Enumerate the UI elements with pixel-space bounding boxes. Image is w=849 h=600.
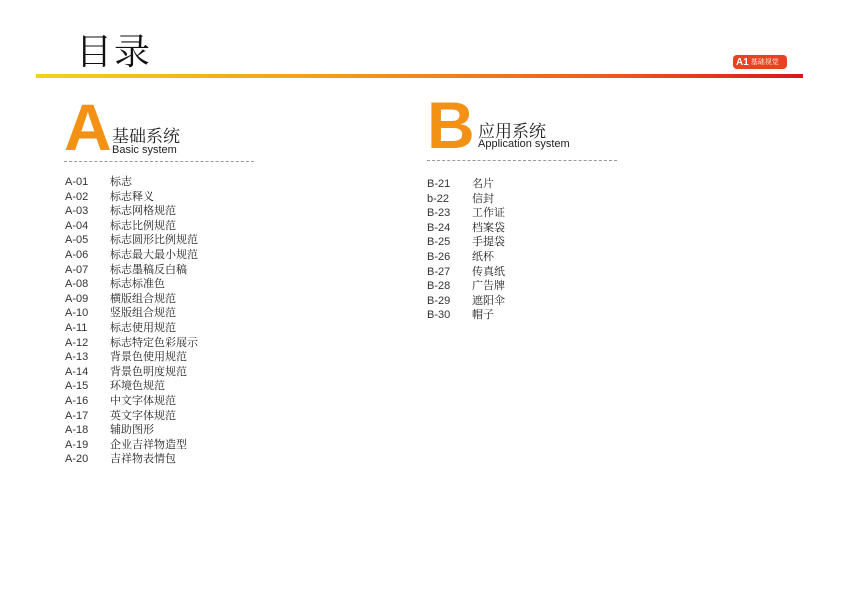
section-a-letter: A [64, 90, 112, 164]
toc-item[interactable] [65, 379, 198, 394]
toc-item[interactable] [65, 219, 198, 234]
toc-name: 名片 [472, 177, 494, 190]
toc-code: B-23 [427, 207, 451, 220]
toc-name: 遮阳伞 [472, 293, 505, 307]
toc-item[interactable] [65, 423, 198, 438]
badge-label: 基础视觉 [750, 58, 779, 66]
toc-name: 竖版组合规范 [110, 306, 176, 320]
toc-code: A-02 [65, 190, 89, 203]
toc-item[interactable] [65, 438, 198, 453]
toc-item[interactable] [427, 192, 505, 207]
toc-item[interactable] [427, 250, 505, 265]
toc-code: b-22 [427, 192, 450, 205]
section-b-toc-list [427, 177, 505, 323]
section-a-title-en: Basic system [112, 144, 177, 156]
toc-code: A-19 [65, 438, 89, 451]
toc-name: 背景色明度规范 [110, 364, 187, 378]
toc-code: A-14 [65, 365, 89, 378]
toc-name: 广告牌 [472, 279, 505, 293]
toc-item[interactable] [65, 306, 198, 321]
toc-name: 标志标准色 [110, 277, 165, 291]
toc-item[interactable] [427, 279, 505, 294]
toc-name: 横版组合规范 [110, 291, 176, 305]
toc-code: A-13 [65, 351, 89, 364]
toc-name: 手提袋 [472, 235, 505, 249]
toc-code: A-11 [65, 321, 88, 334]
toc-name: 信封 [472, 191, 494, 205]
toc-name: 中文字体规范 [110, 393, 176, 407]
toc-item[interactable] [427, 221, 505, 236]
badge-code: A1 [736, 56, 749, 68]
toc-item[interactable] [65, 321, 198, 336]
toc-code: A-15 [65, 380, 89, 393]
toc-code: A-03 [65, 205, 89, 218]
toc-item[interactable] [65, 233, 198, 248]
toc-name: 纸杯 [472, 249, 494, 263]
toc-name: 吉祥物表情包 [110, 452, 176, 466]
toc-name: 档案袋 [472, 220, 505, 234]
toc-name: 环境色规范 [110, 379, 165, 393]
section-badge [733, 55, 787, 69]
toc-item[interactable] [65, 248, 198, 263]
toc-name: 标志网格规范 [110, 204, 176, 218]
toc-name: 标志最大最小规范 [110, 247, 198, 261]
toc-code: A-10 [65, 307, 89, 320]
section-a-toc-list [65, 175, 198, 467]
toc-item[interactable] [65, 394, 198, 409]
toc-item[interactable] [65, 204, 198, 219]
toc-code: B-26 [427, 250, 451, 263]
toc-name: 标志释义 [110, 189, 154, 203]
toc-code: B-24 [427, 221, 451, 234]
toc-code: A-09 [65, 292, 89, 305]
toc-item[interactable] [65, 350, 198, 365]
toc-name: 辅助图形 [110, 423, 154, 437]
toc-item[interactable] [65, 190, 198, 205]
toc-code: B-28 [427, 280, 451, 293]
toc-name: 标志 [110, 175, 132, 188]
toc-code: A-05 [65, 234, 89, 247]
toc-item[interactable] [65, 336, 198, 351]
toc-name: 标志特定色彩展示 [110, 335, 198, 349]
toc-code: A-06 [65, 248, 89, 261]
toc-code: A-04 [65, 219, 89, 232]
toc-code: B-21 [427, 178, 451, 190]
toc-name: 标志使用规范 [110, 320, 176, 334]
toc-item[interactable] [65, 365, 198, 380]
toc-item[interactable] [427, 235, 505, 250]
toc-name: 背景色使用规范 [110, 350, 187, 364]
toc-name: 企业吉祥物造型 [110, 437, 187, 451]
section-b-title-en: Application system [478, 138, 570, 150]
toc-code: B-29 [427, 294, 451, 307]
toc-name: 英文字体规范 [110, 408, 176, 422]
toc-item[interactable] [427, 294, 505, 309]
toc-item[interactable] [427, 206, 505, 221]
toc-item[interactable] [427, 308, 505, 323]
section-a-dashed-rule [64, 161, 254, 162]
page-title: 目录 [76, 32, 153, 73]
toc-item[interactable] [65, 263, 198, 278]
toc-name: 传真纸 [472, 264, 505, 278]
toc-item[interactable] [65, 292, 198, 307]
toc-name: 标志墨稿反白稿 [110, 262, 187, 276]
toc-code: B-27 [427, 265, 451, 278]
toc-item[interactable] [65, 175, 198, 190]
toc-name: 工作证 [472, 206, 505, 220]
toc-code: B-25 [427, 236, 451, 249]
section-b-letter: B [427, 88, 475, 162]
section-b-dashed-rule [427, 160, 617, 161]
toc-code: A-01 [65, 176, 89, 188]
toc-item[interactable] [427, 265, 505, 280]
toc-code: A-18 [65, 424, 89, 437]
toc-name: 标志比例规范 [110, 218, 176, 232]
toc-code: A-16 [65, 394, 89, 407]
toc-name: 标志圆形比例规范 [110, 233, 198, 247]
toc-code: B-30 [427, 309, 451, 322]
toc-item[interactable] [65, 409, 198, 424]
section-b-title-zh: 应用系统 [478, 122, 546, 142]
toc-item[interactable] [65, 452, 198, 467]
toc-code: A-20 [65, 453, 89, 466]
toc-code: A-17 [65, 409, 89, 422]
toc-code: A-12 [65, 336, 89, 349]
toc-item[interactable] [427, 177, 505, 192]
toc-code: A-08 [65, 278, 89, 291]
toc-code: A-07 [65, 263, 89, 276]
section-a-title-zh: 基础系统 [112, 127, 180, 147]
header-gradient-rule [36, 74, 803, 78]
toc-name: 帽子 [472, 308, 494, 322]
toc-item[interactable] [65, 277, 198, 292]
